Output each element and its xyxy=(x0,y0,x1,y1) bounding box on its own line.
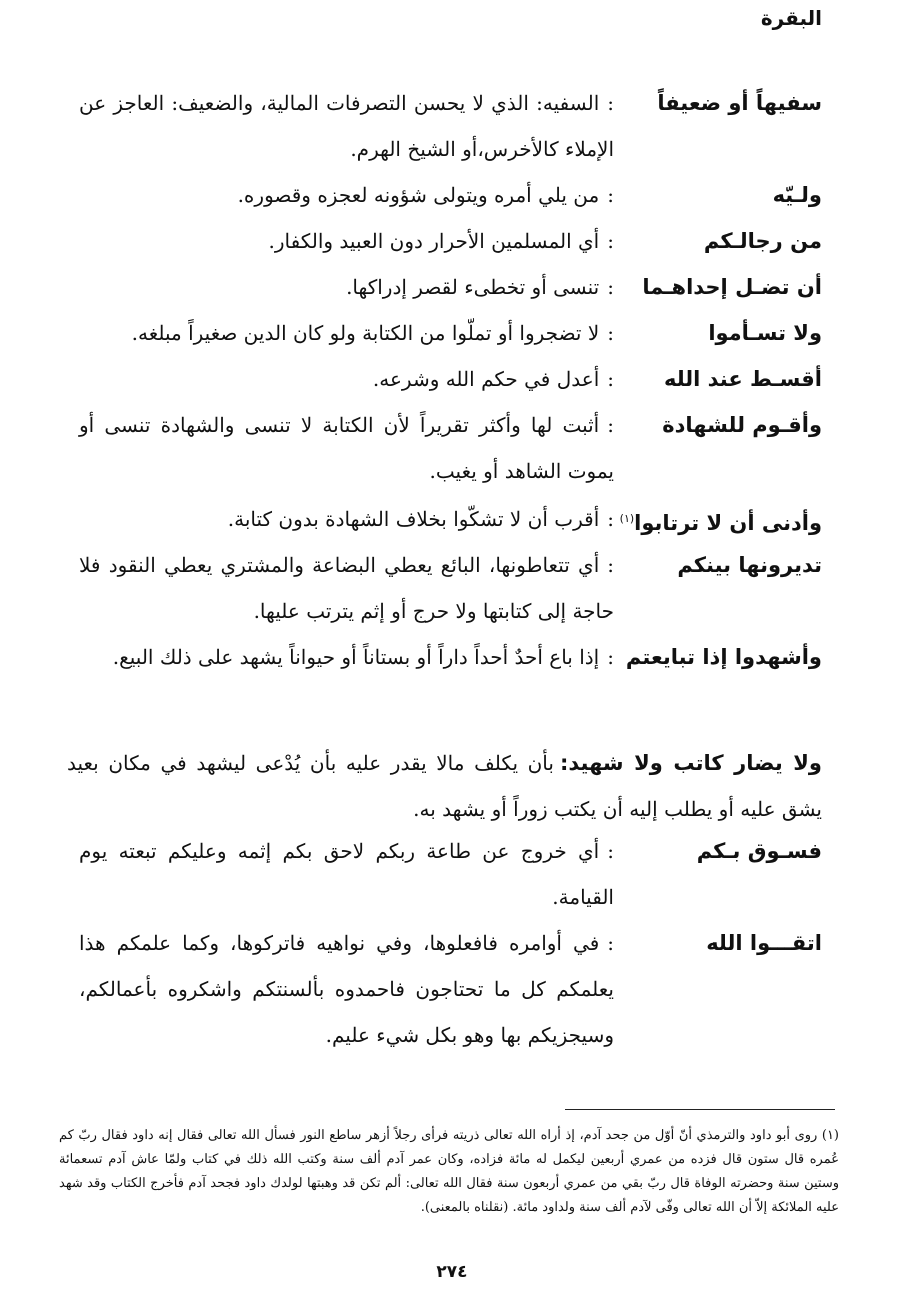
colon: : xyxy=(607,413,614,437)
colon: : xyxy=(607,91,614,115)
entry-definition: :إذا باع أحدٌ أحداً داراً أو بستاناً أو حيواناً يشهد على ذلك البيع. xyxy=(112,645,614,669)
entry-term: ولا تسـأموا xyxy=(708,321,822,345)
entry-definition: :في أوامره فافعلوها، وفي نواهيه فاتركوها، وكما علمكم هذا يعلمكم كل ما تحتاجون فاحمدوه بألسنتكم واشكروه بأعمالكم، وسيجزيكم بها وهو بكل شيء عليم. xyxy=(79,931,614,1047)
entry-definition: :أي تتعاطونها، البائع يعطي البضاعة والمشتري يعطي النقود فلا حاجة إلى كتابتها ولا حرج أو إثم يترتب عليها. xyxy=(79,553,614,623)
colon: : xyxy=(607,507,614,531)
colon: : xyxy=(607,553,614,577)
colon: : xyxy=(607,839,614,863)
colon: : xyxy=(607,229,614,253)
colon: : xyxy=(607,645,614,669)
entry-term: اتقـــوا الله xyxy=(706,931,822,955)
entry-definition: ولا يضار كاتب ولا شهيد:بأن يكلف مالا يقدر عليه بأن يُدْعى ليشهد في مكان بعيد يشق عليه أو يطلب إليه أن يكتب زوراً أو يشهد به. xyxy=(67,751,822,821)
entry-term: وأشهدوا إذا تبايعتم xyxy=(625,645,822,669)
entry-term: تديرونها بينكم xyxy=(677,553,822,577)
entry-definition: :من يلي أمره ويتولى شؤونه لعجزه وقصوره. xyxy=(237,183,614,207)
entry-definition: :تنسى أو تخطىء لقصر إدراكها. xyxy=(346,275,614,299)
entry-definition: :أي خروج عن طاعة ربكم لاحق بكم إثمه وعليكم تبعته يوم القيامة. xyxy=(79,839,614,909)
entry-definition: :أعدل في حكم الله وشرعه. xyxy=(372,367,614,391)
entry-term: ولا يضار كاتب ولا شهيد: xyxy=(559,751,822,775)
colon: : xyxy=(607,275,614,299)
entry-term: فسـوق بـكم xyxy=(696,839,822,863)
entry-term: سفيهاً أو ضعيفاً xyxy=(657,91,822,115)
entry-definition: :أثبت لها وأكثر تقريراً لأن الكتابة لا تنسى والشهادة تنسى أو يموت الشاهد أو يغيب. xyxy=(79,413,614,483)
footnote-marker: (١) xyxy=(619,512,635,525)
colon: : xyxy=(607,367,614,391)
entry-definition: :أي المسلمين الأحرار دون العبيد والكفار. xyxy=(268,229,614,253)
footnote-divider xyxy=(565,1109,835,1110)
entry-definition: :السفيه: الذي لا يحسن التصرفات المالية، والضعيف: العاجز عن الإملاء كالأخرس،أو الشيخ الهرم. xyxy=(79,91,614,161)
colon: : xyxy=(607,321,614,345)
entry-term: ولـيّه xyxy=(772,183,822,207)
entry-term: أن تضـل إحداهـما xyxy=(642,275,822,299)
entry-term: وأدنى أن لا ترتابوا$^{(١)}$ xyxy=(619,511,822,535)
entry-term: من رجالـكم xyxy=(703,229,822,253)
page-number: ٢٧٤ xyxy=(436,1262,468,1282)
entry-term: وأقـوم للشهادة xyxy=(662,413,822,437)
colon: : xyxy=(607,931,614,955)
colon: : xyxy=(607,183,614,207)
entry-definition: :أقرب أن لا تشكّوا بخلاف الشهادة بدون كتابة. xyxy=(227,507,614,531)
entry-term: أقسـط عند الله xyxy=(663,367,822,391)
footnote: (١) روى أبو داود والترمذي أنّ أوّل من جحد آدم، إذ أراه الله تعالى ذريته فرأى رجلاً أزهر ساطع النور فسأل الله تعالى فقال إنه داود فقال ربّ كم عُمره قال ستون قال فزده من عمري أربعين ليكمل له مائة فزاده، وكان عمر آدم ألف سنة وكتب الله ذلك في كتاب ولمّا عاش آدم تسعمائة وستين سنة وحضرته الوفاة قال ربّ بقي من عمري أربعون سنة فقال الله تعالى: ألم تكن قد وهبتها لولدك داود فجحد آدم فأخرج الكتاب وقد شهد عليه الملائكة إلاّ أن الله تعالى وفّى لآدم ألف سنة ولداود مائة. (نقلناه بالمعنى). xyxy=(59,1128,839,1215)
entry-definition: :لا تضجروا أو تملّوا من الكتابة ولو كان الدين صغيراً مبلغه. xyxy=(131,321,614,345)
surah-header: البقرة xyxy=(760,6,822,30)
